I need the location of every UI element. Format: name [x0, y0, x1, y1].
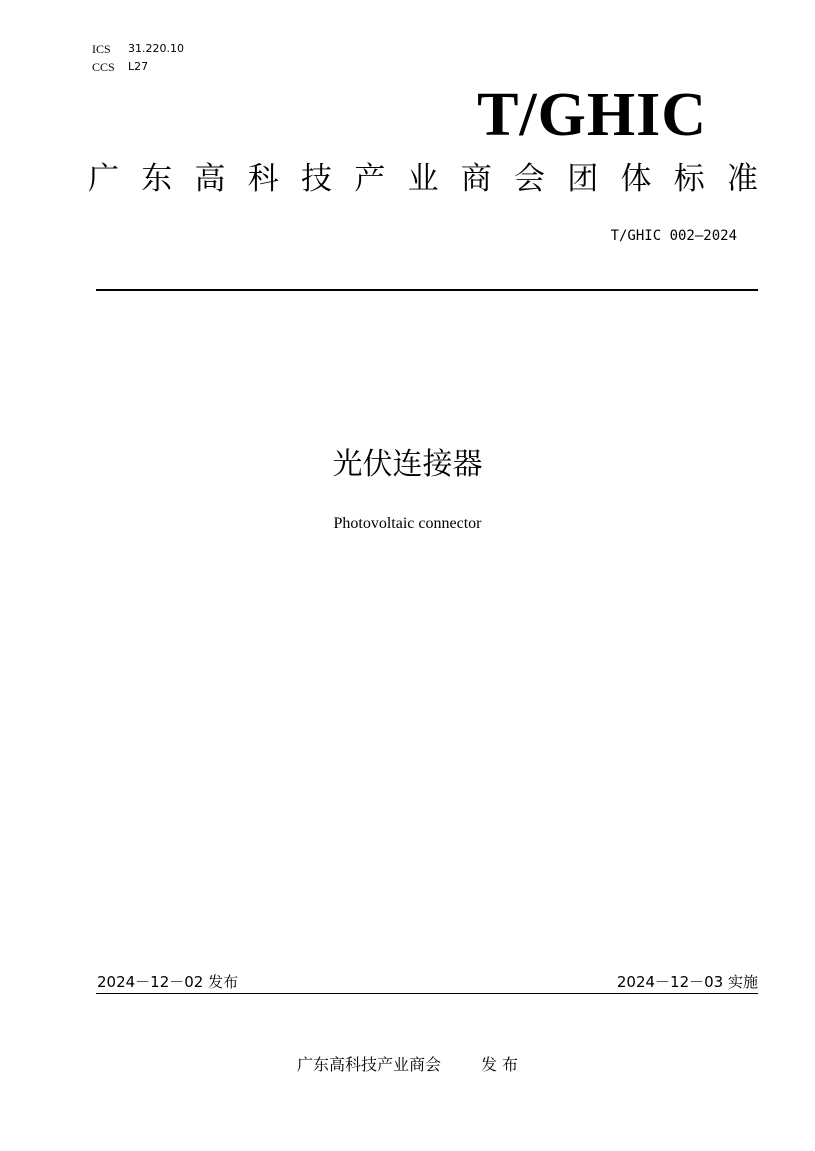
org-char: 会: [514, 161, 545, 197]
ics-label: ICS: [92, 42, 111, 56]
standard-number: T/GHIC 002—2024: [610, 228, 737, 244]
org-char: 高: [194, 161, 226, 197]
issuer-line: [0, 1054, 815, 1076]
ics-value: 31.220.10: [128, 42, 184, 55]
issuer-action: 发 布: [480, 1055, 519, 1074]
classification-block: [92, 40, 184, 76]
document-title-cn: 光伏连接器: [332, 447, 483, 482]
issuer-name: 广东高科技产业商会: [296, 1055, 441, 1074]
document-title-en: Photovoltaic connector: [333, 515, 482, 532]
ics-row: [92, 40, 184, 58]
org-char: 技: [301, 161, 332, 197]
header-divider: [96, 289, 758, 291]
publish-date: 2024－12－02 发布: [97, 973, 239, 991]
ccs-value: L27: [128, 60, 149, 73]
organization-standard-title: [88, 157, 758, 201]
org-char: 广: [88, 161, 119, 197]
ccs-label: CCS: [92, 60, 115, 74]
standard-logo: T/GHIC: [477, 81, 707, 149]
org-char: 团: [567, 161, 599, 197]
org-char: 业: [407, 161, 439, 197]
implementation-date: 2024－12－03 实施: [616, 973, 758, 991]
org-char: 体: [620, 161, 652, 197]
org-char: 东: [141, 161, 173, 197]
org-char: 标: [673, 161, 705, 197]
org-char: 科: [247, 161, 279, 197]
org-char: 产: [354, 161, 386, 197]
org-char: 准: [727, 161, 758, 197]
ccs-row: [92, 58, 184, 76]
footer-divider: [96, 993, 758, 994]
org-char: 商: [460, 161, 492, 197]
